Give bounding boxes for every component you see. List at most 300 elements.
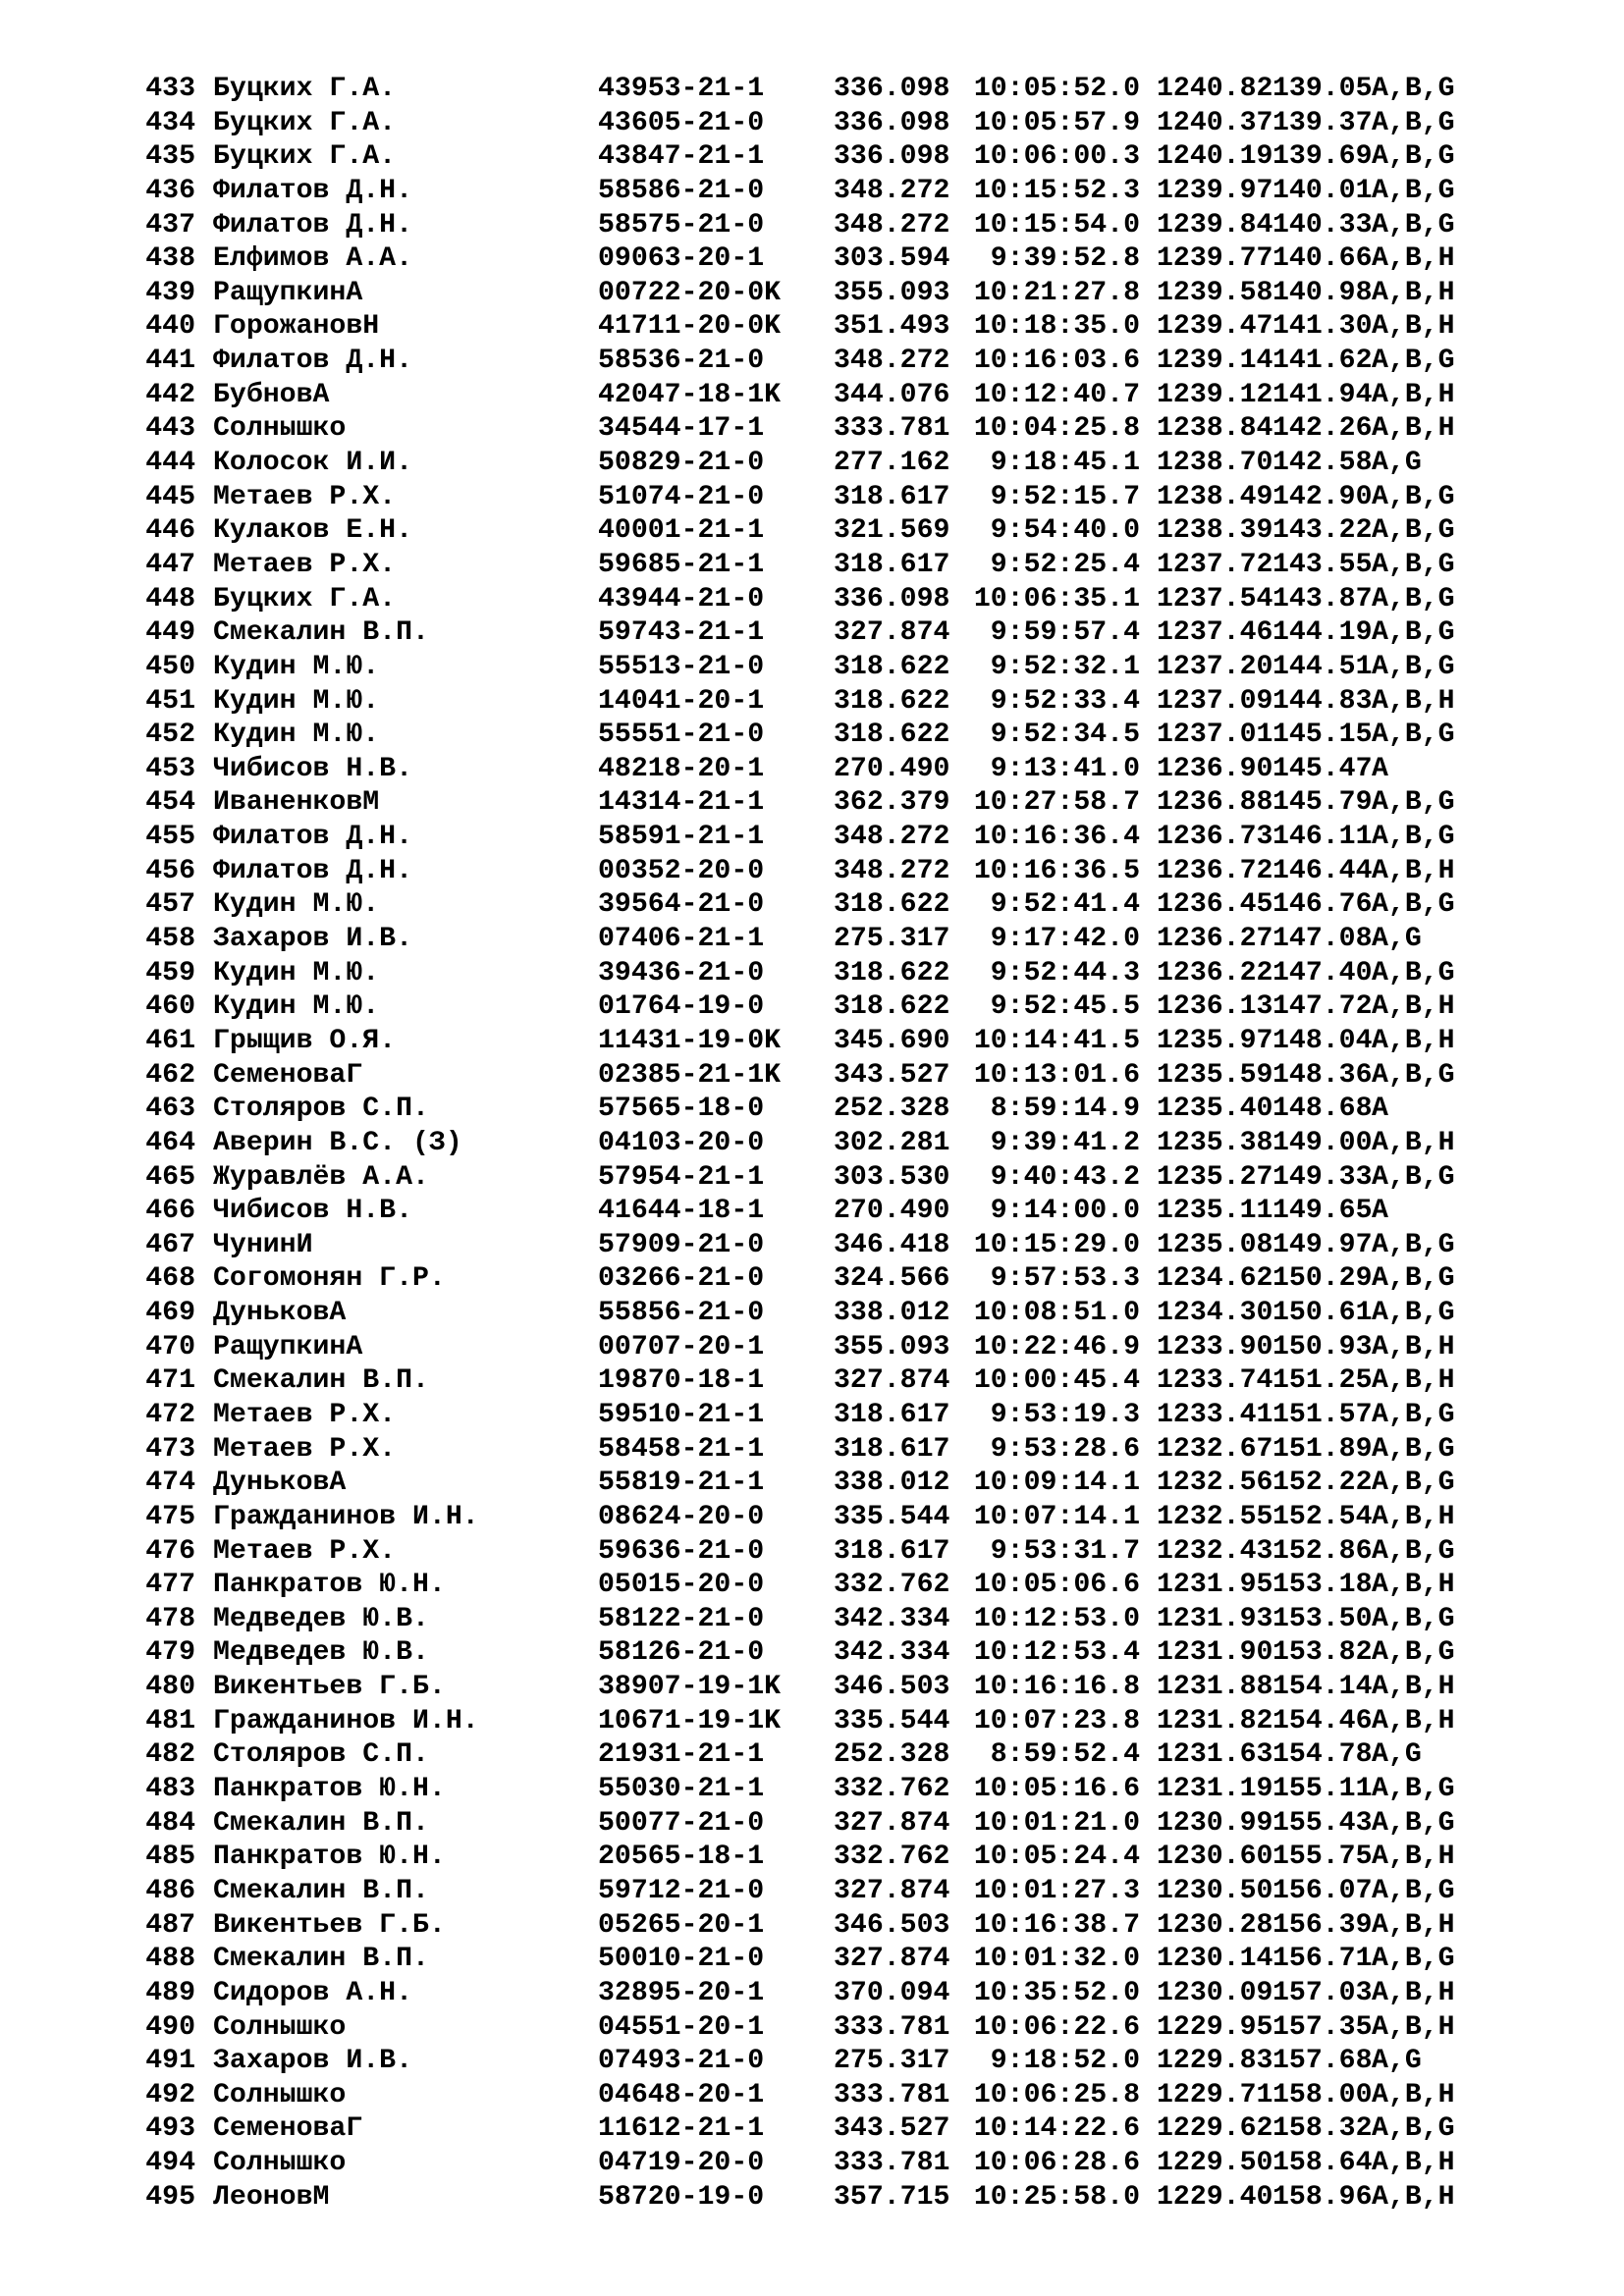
row-speed: 1235.11 bbox=[1157, 1196, 1273, 1227]
row-speed: 1239.58 bbox=[1157, 277, 1273, 308]
row-place: 476 bbox=[145, 1535, 195, 1567]
row-flags: A,B,H bbox=[1372, 1570, 1455, 1601]
row-flags: A,B,G bbox=[1372, 1535, 1455, 1567]
row-arrival-time: 9:13:41.0 bbox=[990, 753, 1140, 784]
row-speed: 1240.82 bbox=[1157, 74, 1273, 104]
row-coefficient: 147.08 bbox=[1272, 924, 1373, 955]
row-coefficient: 149.97 bbox=[1272, 1229, 1373, 1260]
row-fancier-name: Медведев Ю.В. bbox=[213, 1637, 429, 1669]
row-place: 491 bbox=[145, 2046, 195, 2077]
row-coefficient: 141.30 bbox=[1272, 311, 1373, 343]
row-ring-number: 57954-21-1 bbox=[598, 1161, 765, 1193]
row-speed: 1237.54 bbox=[1157, 583, 1273, 614]
row-flags: A,B,G bbox=[1372, 1774, 1455, 1805]
row-distance: 346.418 bbox=[834, 1229, 950, 1260]
row-flags: A,B,G bbox=[1372, 74, 1455, 104]
row-flags: A bbox=[1372, 1094, 1388, 1125]
row-arrival-time: 9:53:31.7 bbox=[990, 1535, 1140, 1567]
row-speed: 1236.90 bbox=[1157, 753, 1273, 784]
row-flags: A,B,G bbox=[1372, 209, 1455, 240]
row-coefficient: 140.98 bbox=[1272, 277, 1373, 308]
row-distance: 318.617 bbox=[834, 481, 950, 512]
row-place: 455 bbox=[145, 822, 195, 853]
row-coefficient: 152.86 bbox=[1272, 1535, 1373, 1567]
row-coefficient: 143.22 bbox=[1272, 515, 1373, 547]
row-arrival-time: 8:59:52.4 bbox=[990, 1739, 1140, 1771]
row-flags: A,B,G bbox=[1372, 617, 1455, 649]
row-arrival-time: 10:15:54.0 bbox=[973, 209, 1140, 240]
row-ring-number: 11612-21-1 bbox=[598, 2113, 765, 2145]
row-coefficient: 158.32 bbox=[1272, 2113, 1373, 2145]
row-ring-number: 59510-21-1 bbox=[598, 1399, 765, 1430]
row-arrival-time: 9:14:00.0 bbox=[990, 1196, 1140, 1227]
row-place: 479 bbox=[145, 1637, 195, 1669]
row-arrival-time: 10:16:36.5 bbox=[973, 855, 1140, 886]
row-place: 460 bbox=[145, 991, 195, 1023]
row-flags: A,B,H bbox=[1372, 1672, 1455, 1703]
row-fancier-name: Согомонян Г.Р. bbox=[213, 1263, 446, 1295]
row-flags: A,B,G bbox=[1372, 1807, 1455, 1839]
row-arrival-time: 10:01:32.0 bbox=[973, 1944, 1140, 1975]
row-speed: 1236.13 bbox=[1157, 991, 1273, 1023]
row-distance: 333.781 bbox=[834, 2011, 950, 2043]
row-arrival-time: 10:07:23.8 bbox=[973, 1705, 1140, 1736]
row-flags: A,B,G bbox=[1372, 1399, 1455, 1430]
row-distance: 275.317 bbox=[834, 2046, 950, 2077]
row-distance: 338.012 bbox=[834, 1468, 950, 1499]
row-place: 493 bbox=[145, 2113, 195, 2145]
row-speed: 1229.95 bbox=[1157, 2011, 1273, 2043]
row-coefficient: 149.00 bbox=[1272, 1127, 1373, 1158]
row-fancier-name: Панкратов Ю.Н. bbox=[213, 1774, 446, 1805]
row-place: 481 bbox=[145, 1705, 195, 1736]
row-place: 480 bbox=[145, 1672, 195, 1703]
row-flags: A,B,H bbox=[1372, 2079, 1455, 2110]
row-distance: 348.272 bbox=[834, 175, 950, 206]
row-ring-number: 43944-21-0 bbox=[598, 583, 765, 614]
row-distance: 318.622 bbox=[834, 957, 950, 988]
row-coefficient: 145.47 bbox=[1272, 753, 1373, 784]
row-distance: 303.530 bbox=[834, 1161, 950, 1193]
row-coefficient: 152.54 bbox=[1272, 1501, 1373, 1532]
row-speed: 1229.83 bbox=[1157, 2046, 1273, 2077]
row-coefficient: 156.39 bbox=[1272, 1909, 1373, 1941]
row-ring-number: 59685-21-1 bbox=[598, 549, 765, 580]
row-speed: 1237.20 bbox=[1157, 651, 1273, 682]
row-distance: 348.272 bbox=[834, 209, 950, 240]
row-ring-number: 55856-21-0 bbox=[598, 1298, 765, 1329]
row-arrival-time: 9:18:45.1 bbox=[990, 448, 1140, 479]
row-fancier-name: Буцких Г.А. bbox=[213, 583, 397, 614]
row-coefficient: 141.94 bbox=[1272, 379, 1373, 410]
row-arrival-time: 10:21:27.8 bbox=[973, 277, 1140, 308]
row-flags: A,B,G bbox=[1372, 346, 1455, 377]
row-fancier-name: Столяров С.П. bbox=[213, 1094, 429, 1125]
row-speed: 1230.09 bbox=[1157, 1977, 1273, 2008]
row-arrival-time: 9:17:42.0 bbox=[990, 924, 1140, 955]
row-arrival-time: 9:52:41.4 bbox=[990, 889, 1140, 921]
row-flags: A,B,G bbox=[1372, 1263, 1455, 1295]
row-flags: A,B,G bbox=[1372, 957, 1455, 988]
row-arrival-time: 9:52:15.7 bbox=[990, 481, 1140, 512]
row-coefficient: 148.68 bbox=[1272, 1094, 1373, 1125]
row-arrival-time: 10:15:52.3 bbox=[973, 175, 1140, 206]
row-flags: A,B,H bbox=[1372, 1977, 1455, 2008]
row-distance: 318.622 bbox=[834, 685, 950, 717]
row-place: 470 bbox=[145, 1331, 195, 1362]
row-speed: 1238.70 bbox=[1157, 448, 1273, 479]
row-ring-number: 00707-20-1 bbox=[598, 1331, 765, 1362]
row-speed: 1230.28 bbox=[1157, 1909, 1273, 1941]
row-fancier-name: Елфимов А.А. bbox=[213, 243, 412, 275]
row-fancier-name: Панкратов Ю.Н. bbox=[213, 1570, 446, 1601]
row-distance: 346.503 bbox=[834, 1672, 950, 1703]
row-flags: A,B,H bbox=[1372, 1025, 1455, 1056]
row-coefficient: 155.43 bbox=[1272, 1807, 1373, 1839]
row-arrival-time: 10:05:24.4 bbox=[973, 1842, 1140, 1873]
row-speed: 1232.67 bbox=[1157, 1433, 1273, 1465]
row-coefficient: 152.22 bbox=[1272, 1468, 1373, 1499]
row-coefficient: 143.55 bbox=[1272, 549, 1373, 580]
row-speed: 1233.41 bbox=[1157, 1399, 1273, 1430]
row-coefficient: 144.83 bbox=[1272, 685, 1373, 717]
row-place: 445 bbox=[145, 481, 195, 512]
row-arrival-time: 10:06:28.6 bbox=[973, 2148, 1140, 2179]
row-speed: 1238.84 bbox=[1157, 413, 1273, 445]
row-arrival-time: 10:06:00.3 bbox=[973, 141, 1140, 173]
row-ring-number: 00352-20-0 bbox=[598, 855, 765, 886]
row-distance: 345.690 bbox=[834, 1025, 950, 1056]
row-arrival-time: 9:52:33.4 bbox=[990, 685, 1140, 717]
row-fancier-name: Кудин М.Ю. bbox=[213, 889, 380, 921]
row-ring-number: 05265-20-1 bbox=[598, 1909, 765, 1941]
row-coefficient: 158.64 bbox=[1272, 2148, 1373, 2179]
row-ring-number: 04103-20-0 bbox=[598, 1127, 765, 1158]
row-flags: A,B,H bbox=[1372, 2181, 1455, 2213]
row-distance: 333.781 bbox=[834, 413, 950, 445]
row-ring-number: 41711-20-0K bbox=[598, 311, 782, 343]
row-fancier-name: Грыщив О.Я. bbox=[213, 1025, 397, 1056]
row-flags: A,B,H bbox=[1372, 1365, 1455, 1397]
row-arrival-time: 10:18:35.0 bbox=[973, 311, 1140, 343]
row-arrival-time: 10:16:16.8 bbox=[973, 1672, 1140, 1703]
row-ring-number: 40001-21-1 bbox=[598, 515, 765, 547]
row-place: 473 bbox=[145, 1433, 195, 1465]
row-arrival-time: 9:52:34.5 bbox=[990, 720, 1140, 751]
row-flags: A,B,G bbox=[1372, 822, 1455, 853]
row-coefficient: 153.18 bbox=[1272, 1570, 1373, 1601]
row-distance: 270.490 bbox=[834, 753, 950, 784]
row-ring-number: 07493-21-0 bbox=[598, 2046, 765, 2077]
row-coefficient: 140.66 bbox=[1272, 243, 1373, 275]
row-speed: 1231.82 bbox=[1157, 1705, 1273, 1736]
row-ring-number: 55819-21-1 bbox=[598, 1468, 765, 1499]
row-speed: 1234.62 bbox=[1157, 1263, 1273, 1295]
row-speed: 1235.27 bbox=[1157, 1161, 1273, 1193]
row-flags: A,B,H bbox=[1372, 1705, 1455, 1736]
row-distance: 342.334 bbox=[834, 1637, 950, 1669]
row-fancier-name: Смекалин В.П. bbox=[213, 1365, 429, 1397]
row-coefficient: 154.78 bbox=[1272, 1739, 1373, 1771]
row-ring-number: 55030-21-1 bbox=[598, 1774, 765, 1805]
row-distance: 318.622 bbox=[834, 991, 950, 1023]
row-fancier-name: ДуньковА bbox=[213, 1298, 347, 1329]
row-speed: 1232.43 bbox=[1157, 1535, 1273, 1567]
row-coefficient: 154.14 bbox=[1272, 1672, 1373, 1703]
row-fancier-name: Гражданинов И.Н. bbox=[213, 1705, 479, 1736]
row-flags: A,B,H bbox=[1372, 855, 1455, 886]
row-flags: A,B,H bbox=[1372, 1331, 1455, 1362]
row-distance: 324.566 bbox=[834, 1263, 950, 1295]
row-fancier-name: Солнышко bbox=[213, 2011, 347, 2043]
row-speed: 1236.72 bbox=[1157, 855, 1273, 886]
row-ring-number: 03266-21-0 bbox=[598, 1263, 765, 1295]
row-distance: 318.617 bbox=[834, 1535, 950, 1567]
row-flags: A,B,H bbox=[1372, 1842, 1455, 1873]
row-speed: 1235.08 bbox=[1157, 1229, 1273, 1260]
row-ring-number: 14041-20-1 bbox=[598, 685, 765, 717]
row-arrival-time: 10:12:53.4 bbox=[973, 1637, 1140, 1669]
row-ring-number: 07406-21-1 bbox=[598, 924, 765, 955]
row-ring-number: 58126-21-0 bbox=[598, 1637, 765, 1669]
row-ring-number: 58536-21-0 bbox=[598, 346, 765, 377]
row-flags: A bbox=[1372, 1196, 1388, 1227]
row-flags: A,B,G bbox=[1372, 141, 1455, 173]
row-speed: 1239.84 bbox=[1157, 209, 1273, 240]
row-speed: 1239.97 bbox=[1157, 175, 1273, 206]
row-place: 471 bbox=[145, 1365, 195, 1397]
row-speed: 1238.49 bbox=[1157, 481, 1273, 512]
row-arrival-time: 9:54:40.0 bbox=[990, 515, 1140, 547]
row-fancier-name: Солнышко bbox=[213, 413, 347, 445]
row-ring-number: 02385-21-1K bbox=[598, 1059, 782, 1091]
row-place: 474 bbox=[145, 1468, 195, 1499]
row-flags: A,G bbox=[1372, 2046, 1422, 2077]
row-arrival-time: 9:39:41.2 bbox=[990, 1127, 1140, 1158]
row-distance: 335.544 bbox=[834, 1501, 950, 1532]
row-coefficient: 140.01 bbox=[1272, 175, 1373, 206]
row-distance: 277.162 bbox=[834, 448, 950, 479]
row-flags: A,G bbox=[1372, 1739, 1422, 1771]
row-arrival-time: 10:04:25.8 bbox=[973, 413, 1140, 445]
row-ring-number: 09063-20-1 bbox=[598, 243, 765, 275]
row-ring-number: 50010-21-0 bbox=[598, 1944, 765, 1975]
row-distance: 318.622 bbox=[834, 889, 950, 921]
row-fancier-name: Гражданинов И.Н. bbox=[213, 1501, 479, 1532]
row-coefficient: 149.33 bbox=[1272, 1161, 1373, 1193]
row-distance: 270.490 bbox=[834, 1196, 950, 1227]
row-fancier-name: Панкратов Ю.Н. bbox=[213, 1842, 446, 1873]
row-distance: 327.874 bbox=[834, 1944, 950, 1975]
row-fancier-name: Столяров С.П. bbox=[213, 1739, 429, 1771]
row-coefficient: 148.36 bbox=[1272, 1059, 1373, 1091]
row-speed: 1230.50 bbox=[1157, 1875, 1273, 1906]
row-place: 468 bbox=[145, 1263, 195, 1295]
row-place: 490 bbox=[145, 2011, 195, 2043]
row-coefficient: 145.79 bbox=[1272, 787, 1373, 819]
row-place: 486 bbox=[145, 1875, 195, 1906]
row-flags: A,B,H bbox=[1372, 379, 1455, 410]
row-arrival-time: 9:57:53.3 bbox=[990, 1263, 1140, 1295]
row-coefficient: 151.57 bbox=[1272, 1399, 1373, 1430]
row-flags: A,B,G bbox=[1372, 175, 1455, 206]
row-distance: 332.762 bbox=[834, 1842, 950, 1873]
row-fancier-name: Филатов Д.Н. bbox=[213, 209, 412, 240]
row-ring-number: 55551-21-0 bbox=[598, 720, 765, 751]
row-coefficient: 144.19 bbox=[1272, 617, 1373, 649]
row-fancier-name: Чибисов Н.В. bbox=[213, 753, 412, 784]
row-fancier-name: Солнышко bbox=[213, 2079, 347, 2110]
row-ring-number: 10671-19-1K bbox=[598, 1705, 782, 1736]
row-speed: 1237.09 bbox=[1157, 685, 1273, 717]
row-fancier-name: Метаев Р.Х. bbox=[213, 481, 397, 512]
row-arrival-time: 10:09:14.1 bbox=[973, 1468, 1140, 1499]
row-coefficient: 150.93 bbox=[1272, 1331, 1373, 1362]
row-fancier-name: Колосок И.И. bbox=[213, 448, 412, 479]
row-place: 464 bbox=[145, 1127, 195, 1158]
row-place: 451 bbox=[145, 685, 195, 717]
row-arrival-time: 9:18:52.0 bbox=[990, 2046, 1140, 2077]
row-flags: A,B,G bbox=[1372, 107, 1455, 138]
row-distance: 343.527 bbox=[834, 1059, 950, 1091]
row-ring-number: 32895-20-1 bbox=[598, 1977, 765, 2008]
row-speed: 1232.56 bbox=[1157, 1468, 1273, 1499]
row-speed: 1229.50 bbox=[1157, 2148, 1273, 2179]
row-distance: 355.093 bbox=[834, 1331, 950, 1362]
row-place: 482 bbox=[145, 1739, 195, 1771]
row-coefficient: 156.71 bbox=[1272, 1944, 1373, 1975]
row-distance: 357.715 bbox=[834, 2181, 950, 2213]
row-coefficient: 145.15 bbox=[1272, 720, 1373, 751]
row-coefficient: 142.58 bbox=[1272, 448, 1373, 479]
row-flags: A,B,G bbox=[1372, 549, 1455, 580]
row-speed: 1231.90 bbox=[1157, 1637, 1273, 1669]
row-arrival-time: 10:01:27.3 bbox=[973, 1875, 1140, 1906]
row-place: 452 bbox=[145, 720, 195, 751]
row-distance: 321.569 bbox=[834, 515, 950, 547]
row-coefficient: 144.51 bbox=[1272, 651, 1373, 682]
row-place: 458 bbox=[145, 924, 195, 955]
row-distance: 348.272 bbox=[834, 855, 950, 886]
row-place: 478 bbox=[145, 1603, 195, 1634]
row-ring-number: 51074-21-0 bbox=[598, 481, 765, 512]
row-ring-number: 19870-18-1 bbox=[598, 1365, 765, 1397]
row-ring-number: 50829-21-0 bbox=[598, 448, 765, 479]
row-coefficient: 151.25 bbox=[1272, 1365, 1373, 1397]
row-flags: A,B,G bbox=[1372, 1161, 1455, 1193]
row-fancier-name: Смекалин В.П. bbox=[213, 617, 429, 649]
row-place: 495 bbox=[145, 2181, 195, 2213]
row-speed: 1237.72 bbox=[1157, 549, 1273, 580]
row-place: 469 bbox=[145, 1298, 195, 1329]
row-coefficient: 150.29 bbox=[1272, 1263, 1373, 1295]
row-place: 475 bbox=[145, 1501, 195, 1532]
row-place: 433 bbox=[145, 74, 195, 104]
row-fancier-name: Захаров И.В. bbox=[213, 924, 412, 955]
row-fancier-name: ЧунинИ bbox=[213, 1229, 313, 1260]
row-distance: 318.622 bbox=[834, 651, 950, 682]
row-coefficient: 149.65 bbox=[1272, 1196, 1373, 1227]
row-ring-number: 59712-21-0 bbox=[598, 1875, 765, 1906]
row-distance: 318.617 bbox=[834, 1433, 950, 1465]
row-ring-number: 57909-21-0 bbox=[598, 1229, 765, 1260]
row-flags: A,B,G bbox=[1372, 720, 1455, 751]
row-coefficient: 157.68 bbox=[1272, 2046, 1373, 2077]
row-ring-number: 58586-21-0 bbox=[598, 175, 765, 206]
row-speed: 1229.40 bbox=[1157, 2181, 1273, 2213]
row-arrival-time: 9:52:44.3 bbox=[990, 957, 1140, 988]
row-fancier-name: Филатов Д.Н. bbox=[213, 855, 412, 886]
row-flags: A,B,G bbox=[1372, 889, 1455, 921]
row-ring-number: 55513-21-0 bbox=[598, 651, 765, 682]
row-arrival-time: 9:40:43.2 bbox=[990, 1161, 1140, 1193]
row-speed: 1235.97 bbox=[1157, 1025, 1273, 1056]
row-ring-number: 50077-21-0 bbox=[598, 1807, 765, 1839]
row-flags: A,B,G bbox=[1372, 651, 1455, 682]
row-fancier-name: РащупкинА bbox=[213, 1331, 363, 1362]
row-flags: A,B,G bbox=[1372, 515, 1455, 547]
row-coefficient: 157.35 bbox=[1272, 2011, 1373, 2043]
row-coefficient: 153.50 bbox=[1272, 1603, 1373, 1634]
row-arrival-time: 10:06:25.8 bbox=[973, 2079, 1140, 2110]
row-fancier-name: Филатов Д.Н. bbox=[213, 822, 412, 853]
row-fancier-name: Викентьев Г.Б. bbox=[213, 1909, 446, 1941]
row-ring-number: 58458-21-1 bbox=[598, 1433, 765, 1465]
row-ring-number: 04551-20-1 bbox=[598, 2011, 765, 2043]
row-place: 444 bbox=[145, 448, 195, 479]
row-arrival-time: 10:05:52.0 bbox=[973, 74, 1140, 104]
row-flags: A,B,G bbox=[1372, 1875, 1455, 1906]
row-speed: 1231.95 bbox=[1157, 1570, 1273, 1601]
row-distance: 318.622 bbox=[834, 720, 950, 751]
row-flags: A,B,H bbox=[1372, 991, 1455, 1023]
row-arrival-time: 10:06:35.1 bbox=[973, 583, 1140, 614]
row-arrival-time: 10:16:36.4 bbox=[973, 822, 1140, 853]
row-arrival-time: 10:00:45.4 bbox=[973, 1365, 1140, 1397]
row-coefficient: 156.07 bbox=[1272, 1875, 1373, 1906]
row-place: 477 bbox=[145, 1570, 195, 1601]
row-distance: 252.328 bbox=[834, 1739, 950, 1771]
row-arrival-time: 10:15:29.0 bbox=[973, 1229, 1140, 1260]
row-distance: 332.762 bbox=[834, 1570, 950, 1601]
row-fancier-name: Кудин М.Ю. bbox=[213, 957, 380, 988]
row-distance: 318.617 bbox=[834, 1399, 950, 1430]
row-arrival-time: 10:07:14.1 bbox=[973, 1501, 1140, 1532]
row-place: 436 bbox=[145, 175, 195, 206]
row-flags: A,B,H bbox=[1372, 1127, 1455, 1158]
row-ring-number: 20565-18-1 bbox=[598, 1842, 765, 1873]
row-speed: 1239.14 bbox=[1157, 346, 1273, 377]
row-speed: 1234.30 bbox=[1157, 1298, 1273, 1329]
row-arrival-time: 9:53:19.3 bbox=[990, 1399, 1140, 1430]
row-fancier-name: Смекалин В.П. bbox=[213, 1807, 429, 1839]
row-ring-number: 39564-21-0 bbox=[598, 889, 765, 921]
row-flags: A,B,H bbox=[1372, 243, 1455, 275]
row-place: 446 bbox=[145, 515, 195, 547]
row-speed: 1236.22 bbox=[1157, 957, 1273, 988]
row-place: 449 bbox=[145, 617, 195, 649]
row-distance: 348.272 bbox=[834, 822, 950, 853]
row-fancier-name: Аверин В.С. (З) bbox=[213, 1127, 462, 1158]
row-ring-number: 59743-21-1 bbox=[598, 617, 765, 649]
row-flags: A,B,H bbox=[1372, 2011, 1455, 2043]
row-fancier-name: ДуньковА bbox=[213, 1468, 347, 1499]
row-flags: A,B,G bbox=[1372, 1468, 1455, 1499]
row-flags: A,B,G bbox=[1372, 1298, 1455, 1329]
row-arrival-time: 10:08:51.0 bbox=[973, 1298, 1140, 1329]
row-fancier-name: БубновА bbox=[213, 379, 330, 410]
row-speed: 1229.71 bbox=[1157, 2079, 1273, 2110]
